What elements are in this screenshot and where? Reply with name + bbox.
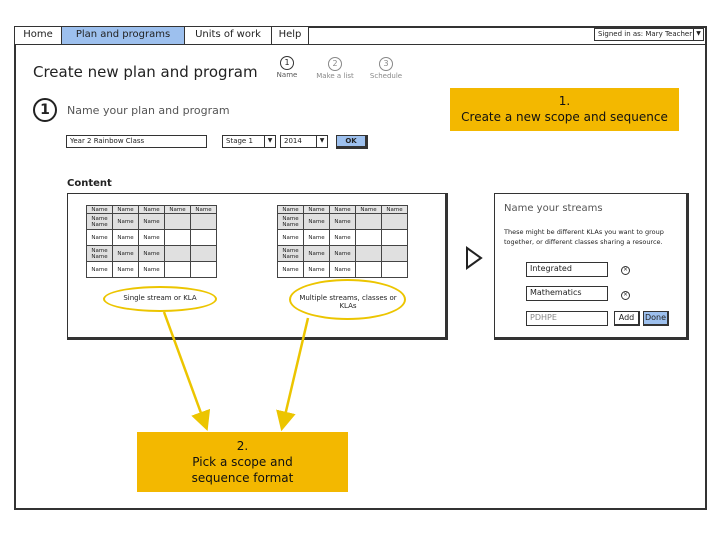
grid-header: Name	[304, 206, 330, 214]
highlight-ellipse	[103, 286, 217, 312]
stream-field-integrated[interactable]: Integrated	[526, 262, 608, 277]
grid-cell: Name	[139, 214, 165, 230]
content-label: Content	[67, 178, 112, 189]
section-number-badge: 1	[33, 98, 57, 122]
grid-cell	[356, 246, 382, 262]
grid-cell: Name	[139, 246, 165, 262]
grid-cell: Name	[304, 230, 330, 246]
tab-units-of-work[interactable]: Units of work	[184, 26, 272, 44]
grid-header: Name	[113, 206, 139, 214]
grid-cell	[165, 214, 191, 230]
grid-cell-text: Name	[282, 247, 299, 254]
grid-cell	[278, 214, 304, 230]
note-text: Create a new scope and sequence	[461, 110, 668, 124]
grid-cell: Name	[87, 230, 113, 246]
play-arrow-icon	[464, 245, 484, 271]
year-select[interactable]	[280, 135, 328, 148]
step-number: 2	[328, 57, 342, 71]
step-label: Make a list	[316, 72, 354, 80]
grid-cell	[191, 246, 217, 262]
tab-divider	[14, 44, 707, 45]
grid-cell: Name	[113, 230, 139, 246]
step-make-a-list	[313, 57, 357, 80]
grid-cell	[87, 214, 113, 230]
tab-plan-and-programs[interactable]: Plan and programs	[61, 26, 185, 44]
add-stream-button[interactable]: Add	[614, 311, 640, 326]
grid-cell-text: Name	[91, 215, 108, 222]
year-select-value: 2014	[284, 137, 302, 145]
grid-cell	[191, 214, 217, 230]
grid-cell: Name	[330, 262, 356, 278]
streams-title: Name your streams	[504, 203, 603, 214]
grid-cell	[165, 246, 191, 262]
grid-cell: Name	[330, 214, 356, 230]
grid-header: Name	[356, 206, 382, 214]
grid-cell: Name	[304, 262, 330, 278]
plan-name-field[interactable]: Year 2 Rainbow Class	[66, 135, 207, 148]
grid-cell-text: Name	[91, 221, 108, 228]
grid-cell	[382, 246, 408, 262]
grid-cell-text: Name	[282, 221, 299, 228]
step-label: Schedule	[369, 72, 403, 80]
grid-cell	[191, 230, 217, 246]
new-stream-input[interactable]: PDHPE	[526, 311, 608, 326]
grid-cell	[165, 262, 191, 278]
multiple-streams-caption[interactable]: Multiple streams, classes or KLAs	[299, 294, 397, 310]
step-schedule	[366, 57, 406, 80]
done-button[interactable]: Done	[643, 311, 669, 326]
grid-cell	[191, 262, 217, 278]
remove-icon[interactable]: ×	[622, 266, 629, 273]
chevron-down-icon[interactable]: ▼	[316, 136, 327, 147]
grid-cell-text: Name	[282, 253, 299, 260]
grid-cell: Name	[87, 262, 113, 278]
page-title: Create new plan and program	[33, 63, 258, 81]
note-number: 2.	[236, 439, 249, 453]
grid-cell	[382, 214, 408, 230]
grid-cell	[165, 230, 191, 246]
step-number: 1	[280, 56, 294, 70]
grid-cell	[382, 230, 408, 246]
grid-cell: Name	[113, 262, 139, 278]
grid-cell: Name	[139, 230, 165, 246]
grid-cell-text: Name	[91, 247, 108, 254]
highlight-ellipse	[289, 279, 406, 320]
grid-cell: Name	[330, 246, 356, 262]
signed-in-label: Signed in as: Mary Teacher	[598, 30, 693, 38]
chevron-down-icon[interactable]: ▼	[264, 136, 275, 147]
grid-header: Name	[278, 206, 304, 214]
step-label: Name	[276, 71, 298, 79]
grid-cell	[87, 246, 113, 262]
single-stream-caption[interactable]: Single stream or KLA	[123, 294, 197, 302]
grid-cell: Name	[278, 262, 304, 278]
grid-header: Name	[330, 206, 356, 214]
grid-cell: Name	[330, 230, 356, 246]
grid-header: Name	[165, 206, 191, 214]
user-menu[interactable]	[594, 28, 704, 41]
step-name	[274, 56, 300, 79]
stream-field-mathematics[interactable]: Mathematics	[526, 286, 608, 301]
grid-header: Name	[382, 206, 408, 214]
remove-icon[interactable]: ×	[622, 291, 629, 298]
grid-cell	[356, 262, 382, 278]
grid-header: Name	[139, 206, 165, 214]
single-stream-grid[interactable]	[86, 205, 217, 278]
step-number: 3	[379, 57, 393, 71]
streams-description: These might be different KLAs you want to group together, or different classes sharing a resource.	[504, 228, 664, 246]
grid-cell	[356, 230, 382, 246]
ok-button[interactable]: OK	[336, 135, 368, 149]
annotation-note-1	[450, 88, 679, 131]
grid-cell: Name	[139, 262, 165, 278]
grid-cell-text: Name	[91, 253, 108, 260]
grid-cell: Name	[278, 230, 304, 246]
grid-cell	[356, 214, 382, 230]
grid-header: Name	[191, 206, 217, 214]
grid-cell: Name	[304, 214, 330, 230]
grid-cell: Name	[113, 246, 139, 262]
tab-help[interactable]: Help	[271, 26, 309, 44]
grid-cell: Name	[113, 214, 139, 230]
grid-cell-text: Name	[282, 215, 299, 222]
grid-cell: Name	[304, 246, 330, 262]
grid-cell	[382, 262, 408, 278]
stage-select-value: Stage 1	[226, 137, 253, 145]
multiple-streams-grid[interactable]	[277, 205, 408, 278]
note-number: 1.	[558, 94, 571, 108]
grid-header: Name	[87, 206, 113, 214]
note-text: Pick a scope and sequence format	[191, 455, 294, 485]
tab-home[interactable]: Home	[14, 26, 62, 44]
top-nav	[14, 26, 308, 46]
grid-cell	[278, 246, 304, 262]
chevron-down-icon[interactable]: ▼	[693, 29, 703, 40]
annotation-note-2	[137, 432, 348, 492]
section-title: Name your plan and program	[67, 104, 230, 117]
stage-select[interactable]	[222, 135, 276, 148]
